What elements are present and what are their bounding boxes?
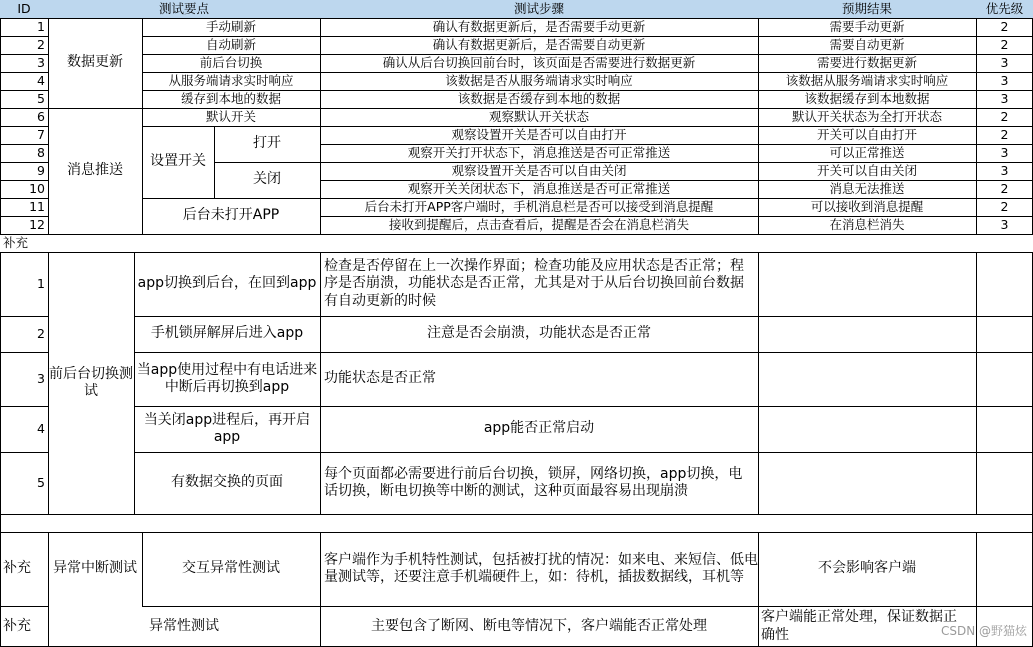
row-id: 3 [37,371,45,387]
row-test-steps: 确认有数据更新后，是否需要手动更新 [432,19,646,35]
row-priority: 2 [1000,37,1009,53]
row-expected: 需要自动更新 [829,37,905,53]
row-id: 9 [37,163,45,179]
point-app-not-open: 后台未打开APP [182,207,280,224]
row-expected: 默认开关状态为全打开状态 [791,109,942,125]
row-id: 5 [37,475,45,491]
row-id: 3 [37,55,45,71]
switch-open: 打开 [253,135,281,152]
row-priority: 2 [1000,109,1009,125]
group-settings-switch: 设置开关 [150,153,206,170]
row-priority: 2 [1000,181,1009,197]
row-test-steps: 观察开关打开状态下，消息推送是否可正常推送 [407,145,671,161]
header-expected-result: 预期结果 [758,0,976,18]
row-id: 10 [29,181,45,197]
row-test-point: 从服务端请求实时响应 [168,73,294,89]
row-expected: 在消息栏消失 [829,217,905,233]
row-id: 2 [37,37,45,53]
header-test-point: 测试要点 [48,0,320,18]
row-priority: 3 [1000,73,1009,89]
row-expected: 消息无法推送 [829,181,905,197]
row-test-steps: 该数据是否从服务端请求实时响应 [445,73,633,89]
expected-exception: 客户端能正常处理，保证数据正确性 [761,609,957,643]
row-test-steps: 确认从后台切换回前台时，该页面是否需要进行数据更新 [382,55,696,71]
row-test-steps: 接收到提醒后，点击查看后，提醒是否会在消息栏消失 [388,217,689,233]
group-message-push: 消息推送 [67,162,123,179]
row-test-steps: 功能状态是否正常 [324,370,436,387]
header-priority: 优先级 [976,0,1033,18]
row-priority: 3 [1000,217,1009,233]
row-expected: 需要进行数据更新 [816,55,917,71]
expected-interaction-exception: 不会影响客户端 [818,560,916,577]
header-test-steps: 测试步骤 [320,0,758,18]
row-priority: 2 [1000,127,1009,143]
row-expected: 需要手动更新 [829,19,905,35]
row-test-steps: 注意是否会崩溃，功能状态是否正常 [427,325,651,342]
supplement-label: 补充 [3,235,29,251]
row-expected: 可以正常推送 [829,145,905,161]
steps-interaction-exception: 客户端作为手机特性测试，包括被打扰的情况：如来电、来短信、低电量测试等，还要注意手机端硬件上，如：待机，插拔数据线，耳机等 [324,551,758,585]
row-id: 1 [37,19,45,35]
row-expected: 可以接收到消息提醒 [810,199,924,215]
row-test-steps: 观察设置开关是否可以自由打开 [451,127,627,143]
row-test-point: 手机锁屏解屏后进入app [150,325,304,342]
row-id: 1 [37,276,45,292]
row-test-steps: 观察开关关闭状态下，消息推送是否可正常推送 [407,181,671,197]
row-test-point: 自动刷新 [205,37,256,53]
row-expected: 开关可以自由打开 [816,127,917,143]
row-expected: 开关可以自由关闭 [816,163,917,179]
group-foreground-background-switch: 前后台切换测试 [49,365,133,399]
group-abnormal-interrupt: 异常中断测试 [53,560,137,577]
row-priority: 3 [1000,91,1009,107]
row-expected: 该数据从服务端请求实时响应 [785,73,949,89]
row-id: 11 [29,199,45,215]
row-expected: 该数据缓存到本地数据 [804,91,930,107]
row-test-point: 前后台切换 [199,55,263,71]
point-interaction-exception: 交互异常性测试 [182,560,280,577]
row-test-steps: 检查是否停留在上一次操作界面；检查功能及应用状态是否正常；程序是否崩溃，功能状态是否正常，尤其是对于从后台切换回前台数据有自动更新的时候 [324,257,744,309]
row-test-point: 缓存到本地的数据 [180,91,281,107]
row-id: 12 [29,217,45,233]
row-test-point: 有数据交换的页面 [171,474,283,491]
row-test-steps: 确认有数据更新后，是否需要自动更新 [432,37,646,53]
row-test-steps: 观察设置开关是否可以自由关闭 [451,163,627,179]
group-data-update: 数据更新 [67,54,123,71]
row-id: 5 [37,91,45,107]
row-priority: 3 [1000,55,1009,71]
row-test-steps: 观察默认开关状态 [488,109,589,125]
steps-exception: 主要包含了断网、断电等情况下，客户端能否正常处理 [371,617,707,634]
row-id: 4 [37,421,45,437]
row-test-steps: 该数据是否缓存到本地的数据 [457,91,621,107]
supplement-label-3a: 补充 [3,560,31,577]
row-priority: 3 [1000,145,1009,161]
row-test-point: 当关闭app进程后，再开启app [143,411,311,445]
row-id: 7 [37,127,45,143]
header-id: ID [0,0,48,18]
switch-close: 关闭 [253,171,281,188]
supplement-label-3b: 补充 [3,617,31,634]
row-test-point: 手动刷新 [205,19,256,35]
row-id: 4 [37,73,45,89]
row-id: 6 [37,109,45,125]
watermark: CSDN @野猫炫 [940,624,1027,638]
row-priority: 2 [1000,19,1009,35]
row-test-point: 默认开关 [205,109,256,125]
row-test-point: 当app使用过程中有电话进来中断后再切换到app [136,361,318,395]
row-test-steps: 每个页面都必需要进行前后台切换，锁屏，网络切换，app切换，电话切换，断电切换等中断的测试，这种页面最容易出现崩溃 [324,465,743,499]
row-id: 8 [37,145,45,161]
row-test-point: app切换到后台，在回到app [137,275,317,292]
row-id: 2 [37,326,45,342]
point-exception: 异常性测试 [149,617,219,634]
row-priority: 3 [1000,163,1009,179]
row-test-steps: 后台未打开APP客户端时，手机消息栏是否可以接受到消息提醒 [364,199,714,215]
row-test-steps: app能否正常启动 [483,420,595,437]
row-priority: 2 [1000,199,1009,215]
